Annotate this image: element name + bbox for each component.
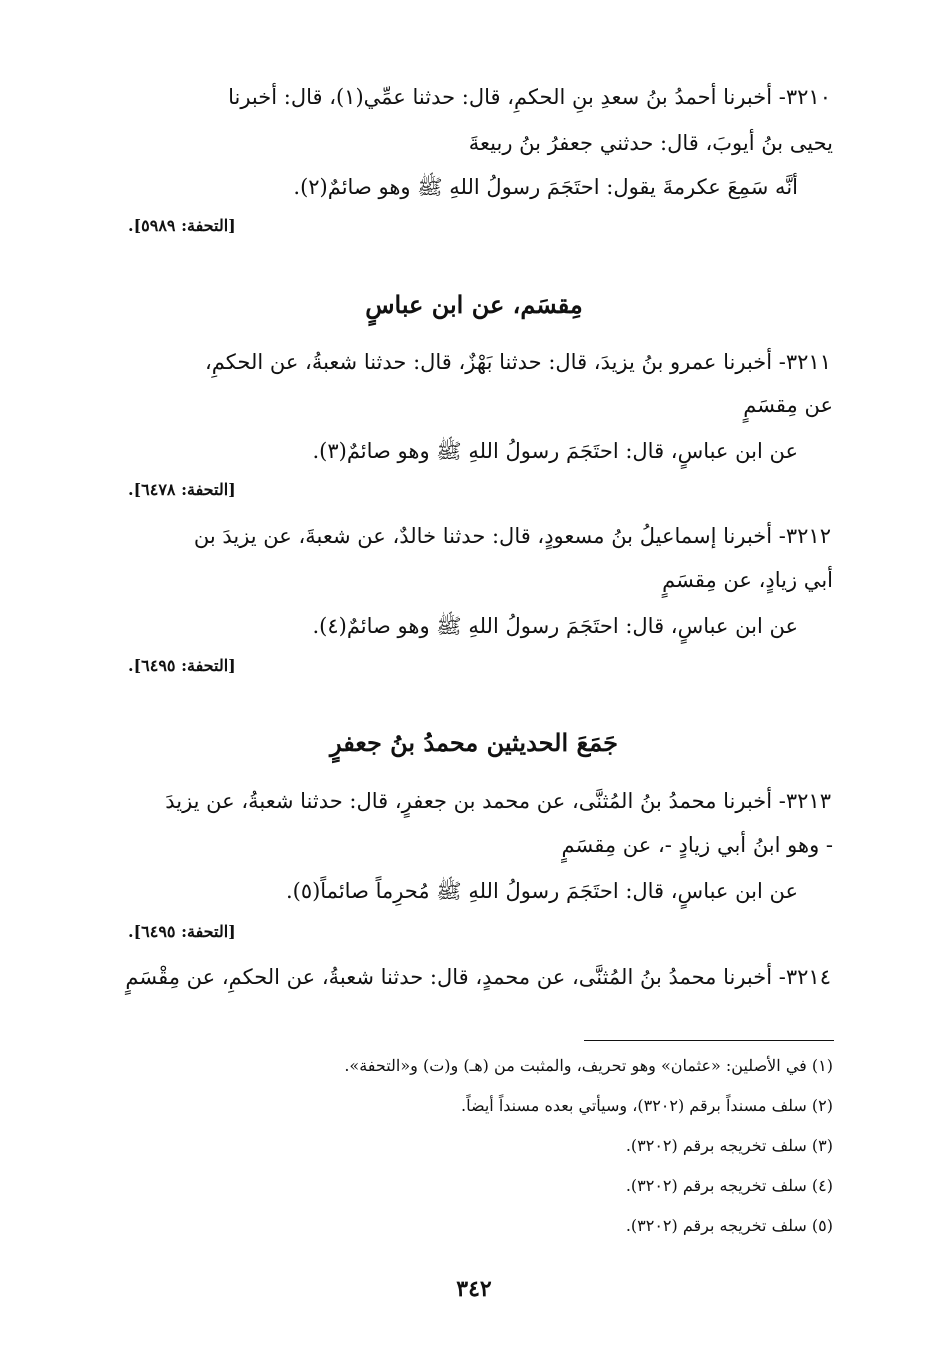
hadith-3213-line-1: ٣٢١٣- أخبرنا محمدُ بنُ المُثنَّى، عن محمد بن جعفرٍ، قال: حدثنا شعبةُ، عن يزيدَ — [165, 789, 831, 813]
hadith-3210-line-2: يحيى بنُ أيوبَ، قال: حدثني جعفرُ بنُ ربيعةَ — [468, 131, 833, 155]
page-number: ٣٤٢ — [456, 1276, 492, 1302]
footnote-4: (٤) سلف تخريجه برقم (٣٢٠٢). — [625, 1176, 833, 1195]
tuhfa-ref-3211: [التحفة: ٦٤٧٨]. — [128, 480, 236, 499]
footnote-5: (٥) سلف تخريجه برقم (٣٢٠٢). — [625, 1216, 833, 1235]
tuhfa-ref-3210: [التحفة: ٥٩٨٩]. — [128, 216, 236, 235]
tuhfa-ref-3213: [التحفة: ٦٤٩٥]. — [128, 922, 236, 941]
hadith-3211-line-2: عن مِقسَمٍ — [743, 393, 833, 417]
hadith-3214-line-1: ٣٢١٤- أخبرنا محمدُ بنُ المُثنَّى، عن محمدٍ، قال: حدثنا شعبةُ، عن الحكمِ، عن مِقْسَمٍ — [125, 965, 831, 989]
footnote-3: (٣) سلف تخريجه برقم (٣٢٠٢). — [625, 1136, 833, 1155]
footnote-1: (١) في الأصلين: «عثمان» وهو تحريف، والمثبت من (هـ) و(ت) و«التحفة». — [344, 1056, 833, 1075]
section-heading-jamaa: جَمَعَ الحديثين محمدُ بنُ جعفرٍ — [330, 728, 618, 757]
hadith-3212-line-1: ٣٢١٢- أخبرنا إسماعيلُ بنُ مسعودٍ، قال: حدثنا خالدٌ، عن شعبةَ، عن يزيدَ بن — [193, 524, 831, 548]
hadith-3212-matn: عن ابن عباسٍ، قال: احتَجَمَ رسولُ اللهِ ﷺ وهو صائمٌ(٤). — [312, 614, 798, 638]
footnote-separator — [584, 1040, 834, 1041]
hadith-3213-matn: عن ابن عباسٍ، قال: احتَجَمَ رسولُ اللهِ ﷺ مُحرِماً صائماً(٥). — [285, 879, 798, 903]
footnote-2: (٢) سلف مسنداً برقم (٣٢٠٢)، وسيأتي بعده مسنداً أيضاً. — [461, 1096, 833, 1115]
hadith-3211-matn: عن ابن عباسٍ، قال: احتَجَمَ رسولُ اللهِ ﷺ وهو صائمٌ(٣). — [312, 439, 798, 463]
section-heading-miqsam: مِقسَم، عن ابن عباسٍ — [365, 290, 583, 319]
hadith-3210-line-1: ٣٢١٠- أخبرنا أحمدُ بنُ سعدِ بنِ الحكمِ، قال: حدثنا عمِّي(١)، قال: أخبرنا — [228, 85, 831, 109]
tuhfa-ref-3212: [التحفة: ٦٤٩٥]. — [128, 656, 236, 675]
hadith-3213-line-2: - وهو ابنُ أبي زيادٍ -، عن مِقسَمٍ — [561, 833, 833, 857]
hadith-3212-line-2: أبي زيادٍ، عن مِقسَمٍ — [662, 568, 833, 592]
hadith-3211-line-1: ٣٢١١- أخبرنا عمرو بنُ يزيدَ، قال: حدثنا بَهْزٌ، قال: حدثنا شعبةُ، عن الحكمِ، — [205, 350, 831, 374]
hadith-3210-matn: أنَّه سَمِعَ عكرمةَ يقول: احتَجَمَ رسولُ اللهِ ﷺ وهو صائمٌ(٢). — [293, 175, 798, 199]
